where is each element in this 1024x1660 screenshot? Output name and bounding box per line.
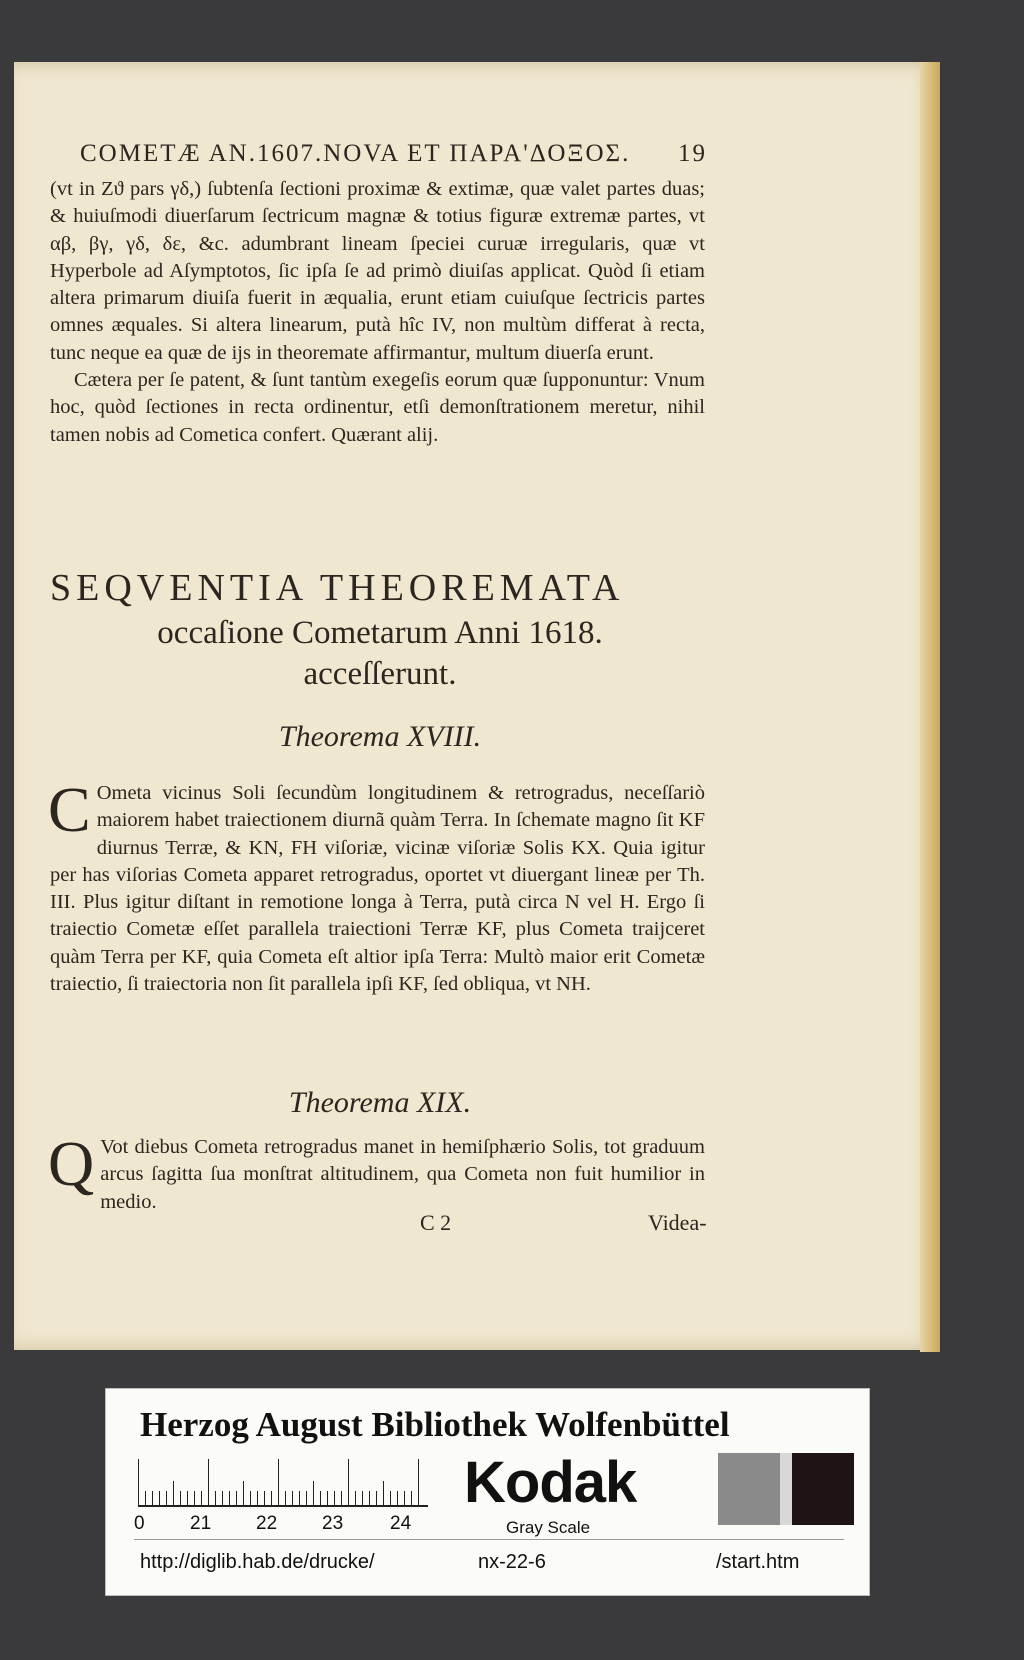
- ruler-tick: [236, 1491, 237, 1505]
- ruler-tick: [355, 1491, 356, 1505]
- section-title-line1: SEQVENTIA THEOREMATA: [50, 567, 625, 609]
- dropcap-c: C: [48, 774, 91, 845]
- ruler-tick: [278, 1459, 279, 1505]
- ruler-tick: [334, 1491, 335, 1505]
- ruler-tick: [341, 1491, 342, 1505]
- theorem-18-paragraph: [48, 774, 705, 998]
- ruler-tick: [285, 1491, 286, 1505]
- ruler-tick: [306, 1491, 307, 1505]
- ruler-tick: [292, 1491, 293, 1505]
- theorem-19-text: Vot diebus Cometa retrogradus manet in hemiſphærio Solis, tot graduum arcus ſagitta ſua monſtrat altitudinem, qua Cometa non fuit humilior in medio.: [100, 1136, 705, 1213]
- ruler-tick: [271, 1491, 272, 1505]
- url-id: nx-22-6: [478, 1551, 546, 1573]
- ruler-tick: [173, 1481, 174, 1505]
- ruler-tick: [250, 1491, 251, 1505]
- ruler-number: 0: [134, 1513, 145, 1534]
- ruler-tick: [215, 1491, 216, 1505]
- ruler-tick: [138, 1459, 139, 1505]
- ruler-tick: [411, 1491, 412, 1505]
- ruler-tick: [229, 1491, 230, 1505]
- ruler-tick: [404, 1491, 405, 1505]
- ruler-tick: [187, 1491, 188, 1505]
- ruler-tick: [208, 1459, 209, 1505]
- ruler-tick: [390, 1491, 391, 1505]
- signature-mark: C 2: [420, 1210, 452, 1235]
- ruler-tick: [369, 1491, 370, 1505]
- ruler-tick: [299, 1491, 300, 1505]
- running-header: [80, 140, 707, 168]
- ruler-number: 22: [256, 1513, 278, 1534]
- ruler: [138, 1459, 428, 1507]
- url-base: http://diglib.hab.de/drucke/: [140, 1551, 375, 1573]
- ruler-tick: [166, 1491, 167, 1505]
- theorem-19-body: [48, 1128, 705, 1216]
- gray-swatch-light: [780, 1453, 792, 1525]
- grayscale-label: Gray Scale: [506, 1518, 591, 1537]
- ruler-tick: [159, 1491, 160, 1505]
- library-name: Herzog August Bibliothek Wolfenbüttel: [140, 1405, 730, 1444]
- ruler-tick: [418, 1459, 419, 1505]
- divider: [134, 1539, 844, 1540]
- kodak-logo: Kodak: [464, 1450, 637, 1515]
- ruler-tick: [320, 1491, 321, 1505]
- ruler-tick: [222, 1491, 223, 1505]
- ruler-tick: [257, 1491, 258, 1505]
- url-suffix: /start.htm: [716, 1551, 800, 1573]
- page-number: 19: [678, 140, 707, 167]
- ruler-tick: [264, 1491, 265, 1505]
- ruler-tick: [180, 1491, 181, 1505]
- text-block-1: [50, 176, 705, 449]
- gray-swatch-medium: [718, 1453, 780, 1525]
- ruler-tick: [194, 1491, 195, 1505]
- theorem-18-text: Ometa vicinus Soli ſecundùm longitudinem & retrogradus, neceſſariò maiorem habet traiectionem diurnã quàm Terra. In ſchemate magno ſit KF diurnus Terræ, & KN, FH viſoriæ, vicinæ viſoriæ Solis KX. Quia igitur per has viſorias Cometa apparet retrogradus, oportet vt diuergant lineæ per Th. III. Plus igitur diſtant in remotione longa à Terra, putà circa N vel H. Ergo ſi traiectio Cometæ eſſet parallela traiectioni Terræ KF, plus Cometa traijceret quàm Terra per KF, quia Cometa eſt altior ipſa Terra: Multò maior erit Cometæ traiectio, ſi traiectoria non ſit parallela ipſi KF, ſed obliqua, vt NH.: [50, 782, 705, 996]
- ruler-tick: [376, 1491, 377, 1505]
- page-edge: [920, 62, 940, 1352]
- ruler-tick: [327, 1491, 328, 1505]
- ruler-tick: [201, 1491, 202, 1505]
- catchword: Videa-: [648, 1210, 707, 1235]
- theorem-19-paragraph: [48, 1128, 705, 1216]
- paragraph-2: Cætera per ſe patent, & ſunt tantùm exegeſis eorum quæ ſupponuntur: Vnum hoc, quòd ſectiones in recta ordinentur, etſi demonſtrationem meretur, nihil tamen nobis ad Cometica confert. Quærant alij.: [50, 369, 705, 446]
- section-title-line3: acceſſerunt.: [303, 656, 457, 692]
- gray-swatch-dark: [792, 1453, 854, 1525]
- library-label: [105, 1388, 870, 1596]
- ruler-tick: [243, 1481, 244, 1505]
- ruler-tick: [152, 1491, 153, 1505]
- paragraph-1: (vt in Zϑ pars γδ,) ſubtenſa ſectioni proximæ & extimæ, quæ valet partes duas; & huiuſmodi diuerſarum ſectricum magnæ & totius figuræ extremæ partes, vt αβ, βγ, γδ, δε, &c. adumbrant lineam ſpeciei curuæ irregularis, quæ vt Hyperbole ad Aſymptotos, ſic ipſa ſe ad primò diuiſas applicat. Quòd ſi etiam altera primarum diuiſa fuerit in æqualia, erunt etiam cuiuſque ſectricis partes omnes æquales. Si altera linearum, putà hîc IV, non multùm differat à recta, tunc neque ea quæ de ijs in theoremate affirmantur, multum diuerſa erunt.: [50, 178, 705, 364]
- section-title-line2: occaſione Cometarum Anni 1618.: [157, 615, 603, 651]
- ruler-tick: [362, 1491, 363, 1505]
- theorem-19-title: Theorema XIX.: [288, 1086, 472, 1119]
- theorem-18-title: Theorema XVIII.: [278, 720, 482, 753]
- ruler-number: 21: [190, 1513, 212, 1534]
- ruler-tick: [348, 1459, 349, 1505]
- header-title: COMETÆ AN.1607.NOVA ET ΠΑΡΑ'ΔΟΞΟΣ.: [80, 140, 631, 167]
- ruler-tick: [145, 1491, 146, 1505]
- ruler-number: 24: [390, 1513, 412, 1534]
- theorem-18-body: [48, 774, 705, 998]
- ruler-number: 23: [322, 1513, 344, 1534]
- ruler-tick: [383, 1481, 384, 1505]
- ruler-tick: [397, 1491, 398, 1505]
- dropcap-q: Q: [48, 1128, 95, 1199]
- ruler-tick: [313, 1481, 314, 1505]
